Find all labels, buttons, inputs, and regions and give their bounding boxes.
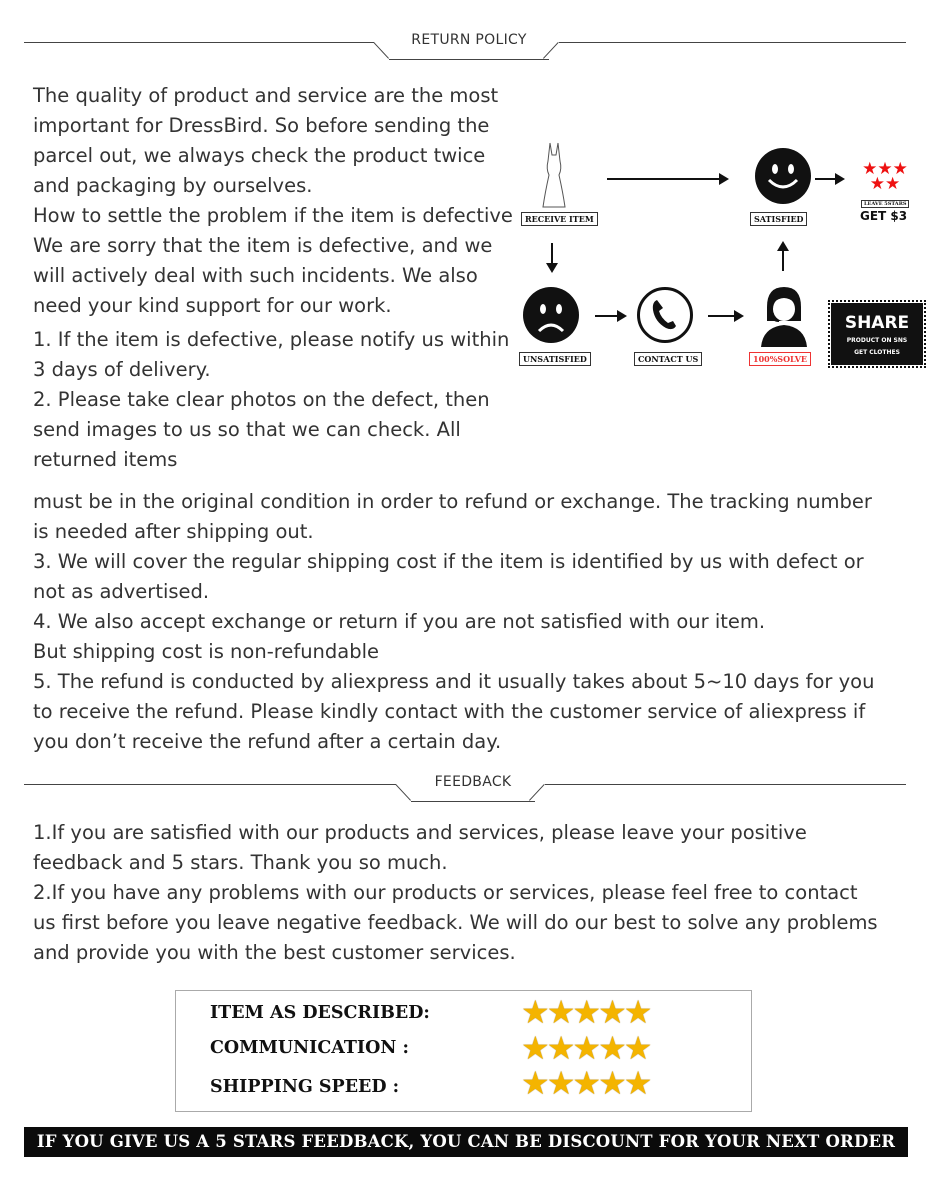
- feedback-line: and provide you with the best customer services.: [33, 941, 516, 964]
- arrow-right-icon: [607, 178, 727, 180]
- policy-line: send images to us so that we can check. All: [33, 418, 461, 441]
- unsatisfied-tag: UNSATISFIED: [519, 352, 591, 366]
- gold-stars-icon: ★★★★★: [521, 993, 650, 1031]
- policy-line: 3. We will cover the regular shipping cost if the item is identified by us with defect or: [33, 550, 864, 573]
- policy-line: to receive the refund. Please kindly contact with the customer service of aliexpress if: [33, 700, 866, 723]
- solve-tag: 100%SOLVE: [749, 352, 811, 366]
- red-stars-icon: ★★★ ★★: [862, 159, 908, 194]
- policy-line: But shipping cost is non-refundable: [33, 640, 380, 663]
- return-process-diagram: [515, 135, 935, 385]
- leave-stars-tag: LEAVE 5STARS: [861, 200, 909, 208]
- policy-line: not as advertised.: [33, 580, 210, 603]
- gold-stars-icon: ★★★★★: [521, 1064, 650, 1102]
- feedback-line: 2.If you have any problems with our products or services, please feel free to contact: [33, 881, 858, 904]
- policy-line: must be in the original condition in order to refund or exchange. The tracking number: [33, 490, 872, 513]
- policy-line: 1. If the item is defective, please notify us within: [33, 328, 510, 351]
- arrow-right-icon: [815, 178, 843, 180]
- gold-stars-icon: ★★★★★: [521, 1029, 650, 1067]
- arrow-down-icon: [551, 243, 553, 271]
- sad-face-icon: [523, 287, 579, 343]
- feedback-line: us first before you leave negative feedback. We will do our best to solve any problems: [33, 911, 878, 934]
- policy-line: returned items: [33, 448, 178, 471]
- policy-line: 5. The refund is conducted by aliexpress and it usually takes about 5~10 days for you: [33, 670, 875, 693]
- feedback-line: 1.If you are satisfied with our products and services, please leave your positive: [33, 821, 807, 844]
- policy-line: will actively deal with such incidents. We also: [33, 264, 478, 287]
- policy-line: parcel out, we always check the product twice: [33, 144, 486, 167]
- policy-line: is needed after shipping out.: [33, 520, 314, 543]
- policy-line: need your kind support for our work.: [33, 294, 392, 317]
- policy-line: The quality of product and service are the most: [33, 84, 499, 107]
- policy-line: How to settle the problem if the item is defective: [33, 204, 513, 227]
- arrow-right-icon: [595, 315, 625, 317]
- share-title: SHARE: [844, 313, 910, 333]
- contact-us-tag: CONTACT US: [634, 352, 702, 366]
- satisfied-tag: SATISFIED: [750, 212, 807, 226]
- support-agent-icon: [755, 285, 813, 347]
- policy-line: important for DressBird. So before sending the: [33, 114, 490, 137]
- policy-line: you don’t receive the refund after a certain day.: [33, 730, 502, 753]
- return-policy-header: [24, 32, 906, 72]
- policy-line: 3 days of delivery.: [33, 358, 211, 381]
- policy-line: 2. Please take clear photos on the defect, then: [33, 388, 490, 411]
- feedback-line: feedback and 5 stars. Thank you so much.: [33, 851, 448, 874]
- ratings-box: [175, 990, 752, 1112]
- return-policy-title: RETURN POLICY: [411, 32, 527, 48]
- share-badge: [831, 303, 923, 365]
- rating-label-communication: COMMUNICATION :: [210, 1038, 409, 1058]
- arrow-up-icon: [782, 243, 784, 271]
- arrow-right-icon: [708, 315, 742, 317]
- discount-banner: IF YOU GIVE US A 5 STARS FEEDBACK, YOU CAN BE DISCOUNT FOR YOUR NEXT ORDER: [24, 1127, 908, 1157]
- dress-icon: [539, 141, 569, 209]
- policy-line: We are sorry that the item is defective, and we: [33, 234, 493, 257]
- policy-line: and packaging by ourselves.: [33, 174, 313, 197]
- get-reward-text: GET $3: [860, 209, 908, 223]
- share-sub2: GET CLOTHES: [854, 349, 900, 356]
- receive-item-tag: RECEIVE ITEM: [521, 212, 598, 226]
- feedback-header: [24, 774, 906, 814]
- policy-line: 4. We also accept exchange or return if you are not satisfied with our item.: [33, 610, 766, 633]
- phone-icon: [637, 287, 693, 343]
- feedback-title: FEEDBACK: [434, 774, 512, 790]
- rating-label-item-described: ITEM AS DESCRIBED:: [210, 1003, 430, 1023]
- return-policy-text-wide: [33, 487, 874, 757]
- feedback-text: [33, 818, 878, 968]
- return-policy-text-narrow: [33, 81, 513, 475]
- rating-label-shipping-speed: SHIPPING SPEED :: [210, 1077, 400, 1097]
- happy-face-icon: [755, 148, 811, 204]
- share-sub1: PRODUCT ON SNS: [846, 337, 908, 344]
